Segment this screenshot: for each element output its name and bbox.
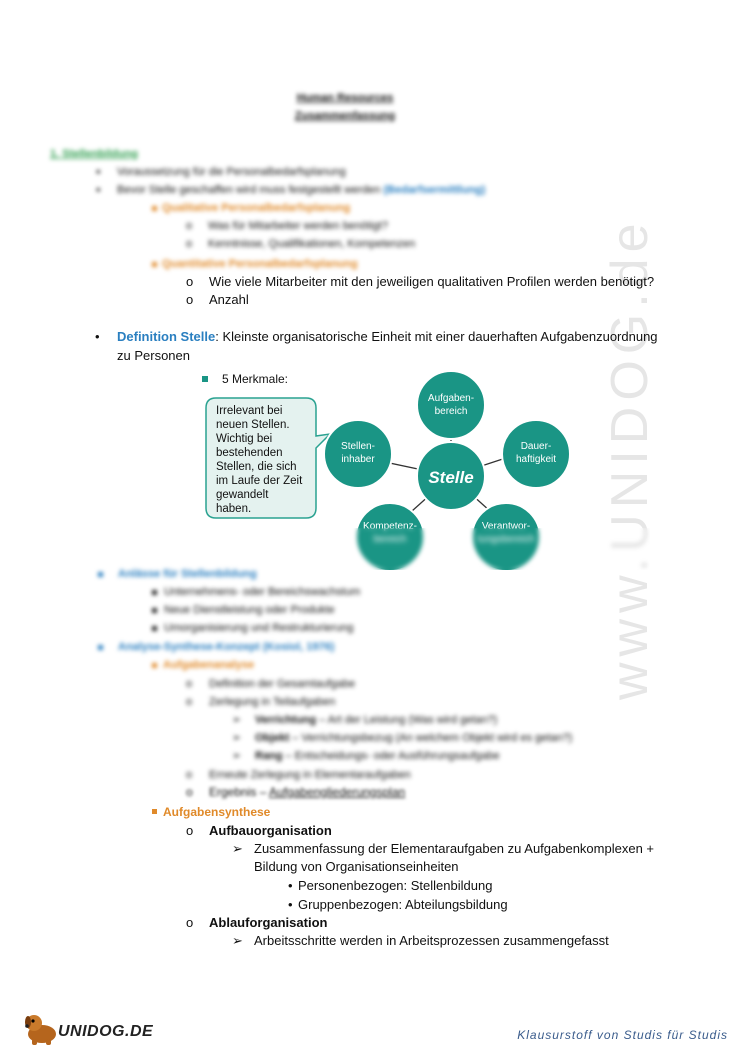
svg-text:bereich: bereich xyxy=(434,406,468,417)
svg-text:Verantwor-: Verantwor- xyxy=(481,521,531,532)
dog-icon xyxy=(22,1012,62,1046)
svg-text:Kompetenz-: Kompetenz- xyxy=(363,521,417,532)
analyse-label: Analyse-Synthese-Konzept (Kosiol, 1976) xyxy=(118,641,335,653)
sub-item: Anzahl xyxy=(209,292,249,307)
svg-text:Aufgaben-: Aufgaben- xyxy=(427,393,475,404)
arrow-bullet: ➢ xyxy=(232,841,243,856)
callout-line: bestehenden xyxy=(216,447,283,459)
square-bullet xyxy=(152,626,157,631)
watermark-text: www.UNIDOG.de xyxy=(601,217,659,700)
svg-text:Stelle: Stelle xyxy=(428,468,474,487)
arrow-bullet: ➢ xyxy=(232,732,242,744)
circle-bullet: o xyxy=(186,292,194,307)
analyse-item: Definition der Gesamtaufgabe xyxy=(209,678,356,690)
square-bullet xyxy=(152,262,157,267)
bullet-dot: • xyxy=(95,329,100,344)
analyse-sub-item: Verrichtung – Art der Leistung (Was wird getan?) xyxy=(255,714,498,726)
node-stelleninhaber xyxy=(324,420,392,488)
quantitative-label: Quantitative Personalbedarfsplanung xyxy=(162,258,358,270)
merkmale-label: 5 Merkmale: xyxy=(222,372,289,386)
ergebnis-link: Aufgabengliederungsplan xyxy=(269,785,406,799)
square-bullet xyxy=(152,590,157,595)
circle-bullet: o xyxy=(186,274,194,289)
node-stelle-center xyxy=(417,442,485,510)
aufbau-line1: Zusammenfassung der Elementaraufgaben zu Aufgabenkomplexen + xyxy=(254,841,655,856)
arrow-bullet: ➢ xyxy=(232,714,242,726)
circle-bullet: o xyxy=(186,785,193,799)
sub-item: Wie viele Mitarbeiter mit den jeweiligen qualitativen Profilen werden benötigt? xyxy=(209,274,655,289)
circle-bullet: o xyxy=(186,823,194,838)
qualitative-label: Qualitative Personalbedarfsplanung xyxy=(162,202,351,214)
node-dauerhaftigkeit xyxy=(502,420,570,488)
svg-text:haftigkeit: haftigkeit xyxy=(515,454,557,465)
definition-label: Definition Stelle xyxy=(117,329,216,344)
square-bullet xyxy=(152,809,157,814)
svg-text:inhaber: inhaber xyxy=(341,454,375,465)
square-bullet xyxy=(98,645,103,650)
callout-line: gewandelt xyxy=(216,489,269,501)
aufbau-item: Gruppenbezogen: Abteilungsbildung xyxy=(298,897,508,912)
bullet-text: Voraussetzung für die Personalbedarfsplanung xyxy=(117,166,346,178)
anlaesse-item: Unternehmens- oder Bereichswachstum xyxy=(164,586,361,598)
circle-bullet: o xyxy=(186,769,193,781)
footer-tagline: Klausurstoff von Studis für Studis xyxy=(517,1028,728,1042)
svg-text:Dauer-: Dauer- xyxy=(520,441,552,452)
diagram-blur-overlay xyxy=(340,528,650,570)
anlaesse-item: Umorganisierung und Restrukturierung xyxy=(164,622,354,634)
callout-line: Wichtig bei xyxy=(216,433,273,445)
doc-title-line1: Human Resources xyxy=(296,92,394,104)
aufbauorganisation-label: Aufbauorganisation xyxy=(209,823,332,838)
bullet-text-prefix: Bevor Stelle geschaffen wird muss festgestellt werden xyxy=(117,184,384,196)
bullet-text xyxy=(117,182,485,198)
sub-item: Kenntnisse, Qualifikationen, Kompetenzen xyxy=(208,238,416,250)
svg-text:Stellen-: Stellen- xyxy=(341,441,375,452)
bullet-dot: • xyxy=(288,897,293,912)
square-bullet xyxy=(98,572,103,577)
callout-line: neuen Stellen. xyxy=(216,419,290,431)
aufgabensynthese-label: Aufgabensynthese xyxy=(163,805,271,819)
callout-line: Stellen, die sich xyxy=(216,461,297,473)
logo-text: UNIDOG.DE xyxy=(58,1023,154,1040)
circle-bullet: o xyxy=(186,220,193,232)
arrow-bullet: ➢ xyxy=(232,933,243,948)
analyse-item: Zerlegung in Teilaufgaben xyxy=(209,696,336,708)
svg-text:bereich: bereich xyxy=(373,534,407,545)
callout-line: haben. xyxy=(216,503,252,515)
sub-item: Was für Mitarbeiter werden benötigt? xyxy=(208,220,388,232)
ergebnis-line: Ergebnis – Aufgabengliederungsplan xyxy=(209,785,406,799)
definition-text: : Kleinste organisatorische Einheit mit einer dauerhaften Aufgabenzuordnung xyxy=(215,329,658,344)
callout-line: Irrelevant bei xyxy=(216,405,283,417)
aufbau-item: Personenbezogen: Stellenbildung xyxy=(298,878,493,893)
bullet-dot: • xyxy=(288,878,293,893)
circle-bullet: o xyxy=(186,678,193,690)
bullet-dot: • xyxy=(96,182,101,197)
analyse-sub-item: Rang – Entscheidungs- oder Ausführungsaufgabe xyxy=(255,750,500,762)
bedarfsermittlung-highlight: (Bedarfsermittlung) xyxy=(383,184,486,196)
aufgabenanalyse-label: Aufgabenanalyse xyxy=(163,659,255,671)
circle-bullet: o xyxy=(186,696,193,708)
analyse-item: Erneute Zerlegung in Elementaraufgaben xyxy=(209,769,411,781)
node-aufgabenbereich xyxy=(417,371,485,439)
doc-title-line2: Zusammenfassung xyxy=(294,110,396,122)
definition-line1 xyxy=(117,328,658,346)
definition-line2: zu Personen xyxy=(117,348,190,363)
svg-text:tungsbereich: tungsbereich xyxy=(477,534,535,545)
arrow-bullet: ➢ xyxy=(232,750,242,762)
anlaesse-label: Anlässe für Stellenbildung xyxy=(118,568,257,580)
square-bullet xyxy=(152,663,157,668)
circle-bullet: o xyxy=(186,915,194,930)
square-bullet xyxy=(152,608,157,613)
analyse-sub-item: Objekt – Verrichtungsbezug (An welchem Objekt wird es getan?) xyxy=(255,732,573,744)
circle-bullet: o xyxy=(186,238,193,250)
bullet-dot: • xyxy=(96,164,101,179)
ablauf-line1: Arbeitsschritte werden in Arbeitsprozessen zusammengefasst xyxy=(254,933,609,948)
square-bullet xyxy=(152,206,157,211)
callout-line: im Laufe der Zeit xyxy=(216,475,303,487)
anlaesse-item: Neue Dienstleistung oder Produkte xyxy=(164,604,335,616)
section-heading: 1. Stellenbildung xyxy=(50,148,139,160)
ablauforganisation-label: Ablauforganisation xyxy=(209,915,328,930)
unidog-logo xyxy=(22,1012,152,1046)
aufbau-line2: Bildung von Organisationseinheiten xyxy=(254,859,459,874)
